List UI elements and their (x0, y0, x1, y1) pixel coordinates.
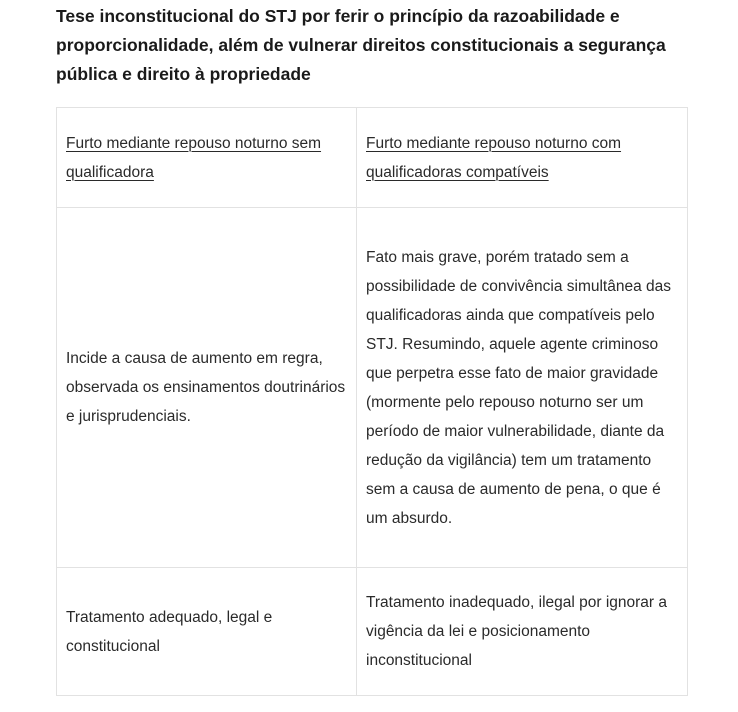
table-row (57, 208, 688, 568)
table-header-row (57, 108, 688, 208)
table-cell (357, 108, 688, 208)
table-cell (57, 108, 357, 208)
header-link-sem-qualificadora[interactable]: Furto mediante repouso noturno sem qualificadora (66, 134, 322, 181)
table-cell: Fato mais grave, porém tratado sem a possibilidade de convivência simultânea das qualificadoras ainda que compatíveis pelo STJ. Resumindo, aquele agente criminoso que perpetra esse fato de maior gravidade (mormente pelo repouso noturno ser um período de maior vulnerabilidade, diante da redução da vigilância) tem um tratamento sem a causa de aumento de pena, o que é um absurdo. (357, 208, 688, 568)
section-heading: Tese inconstitucional do STJ por ferir o princípio da razoabilidade e proporcionalidade, além de vulnerar direitos constitucionais a segurança pública e direito à propriedade (56, 6, 666, 84)
table-cell: Incide a causa de aumento em regra, observada os ensinamentos doutrinários e jurisprudenciais. (57, 208, 357, 568)
table-cell: Tratamento adequado, legal e constitucional (57, 568, 357, 696)
table-row (57, 568, 688, 696)
table-cell: Tratamento inadequado, ilegal por ignorar a vigência da lei e posicionamento inconstitucional (357, 568, 688, 696)
comparison-table (56, 107, 688, 696)
header-link-com-qualificadoras[interactable]: Furto mediante repouso noturno com qualificadoras compatíveis (366, 134, 622, 181)
